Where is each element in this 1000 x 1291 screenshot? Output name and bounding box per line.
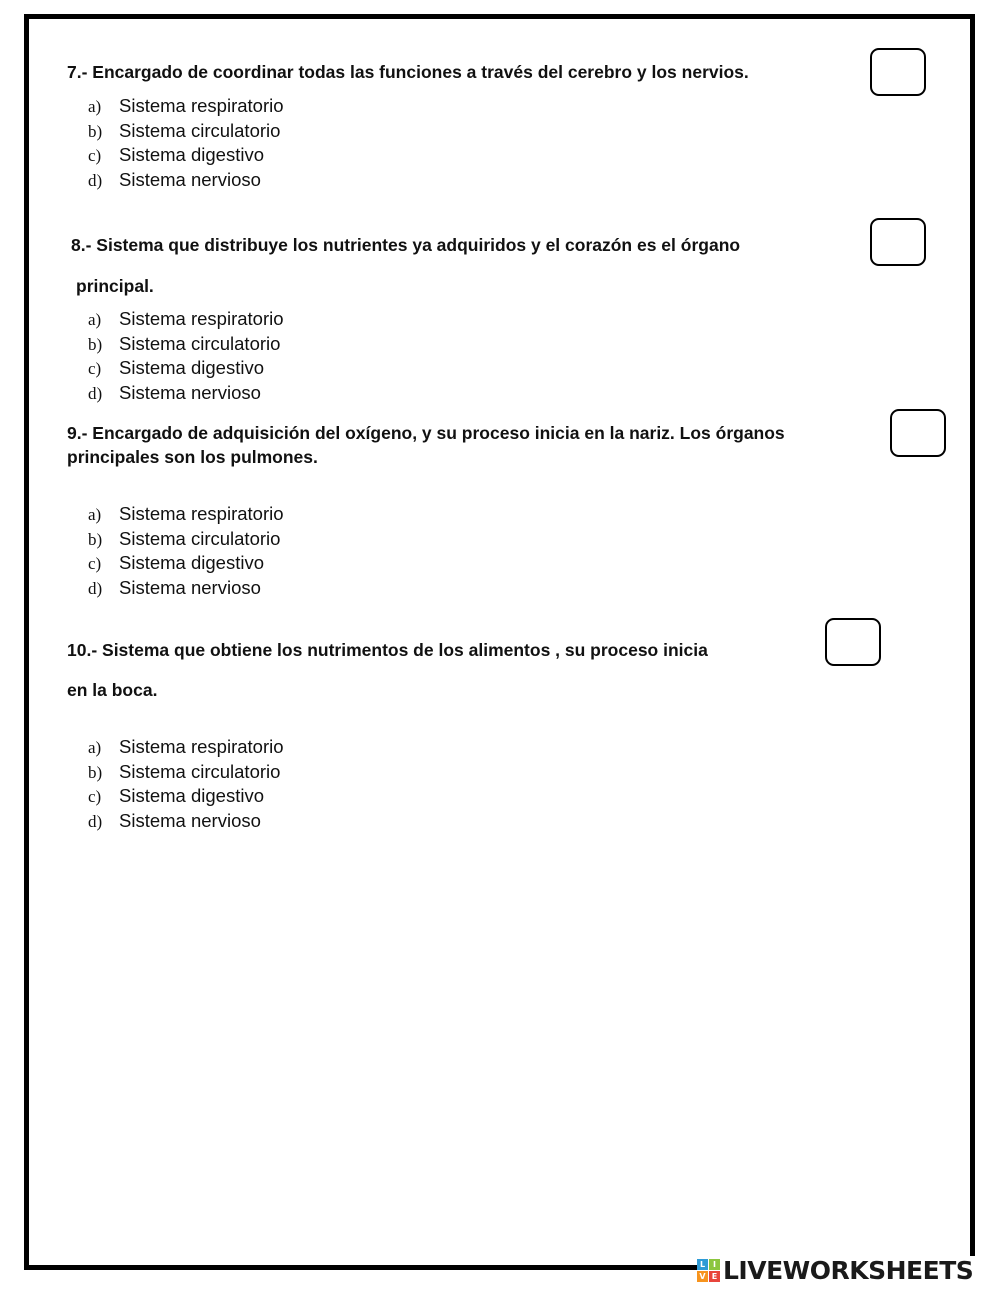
logo-letter-l: L [697,1259,708,1270]
option-7a: a) Sistema respiratorio [88,95,284,116]
question-10-line-1: 10.- Sistema que obtiene los nutrimentos de los alimentos , su proceso inicia [67,640,708,660]
answer-box-10[interactable] [825,618,881,666]
answer-box-7[interactable] [870,48,926,96]
option-10a: a) Sistema respiratorio [88,736,284,757]
options-7 [88,95,284,193]
option-7b: b) Sistema circulatorio [88,119,281,141]
question-8-line-1: 8.- Sistema que distribuye los nutrientes ya adquiridos y el corazón es el órgano [71,235,741,255]
option-9c: c) Sistema digestivo [88,552,264,573]
question-9-line-2: principales son los pulmones. [67,447,318,467]
option-9d: d) Sistema nervioso [88,576,261,598]
option-9a: a) Sistema respiratorio [88,503,284,524]
question-10 [67,638,708,662]
option-10c: c) Sistema digestivo [88,785,264,806]
option-7c: c) Sistema digestivo [88,144,264,165]
question-10-line-2: en la boca. [67,680,158,700]
logo-letter-e: E [709,1271,720,1282]
liveworksheets-brand [697,1256,977,1284]
question-9 [67,421,785,469]
question-8 [71,233,740,257]
option-8a: a) Sistema respiratorio [88,308,284,329]
brand-name: LIVEWORKSHEETS [723,1255,974,1285]
question-10-continuation [67,678,157,702]
answer-box-8[interactable] [870,218,926,266]
logo-letter-v: V [697,1271,708,1282]
question-7 [67,60,749,84]
option-9b: b) Sistema circulatorio [88,527,281,549]
option-10d: d) Sistema nervioso [88,809,261,831]
option-8c: c) Sistema digestivo [88,357,264,378]
option-10b: b) Sistema circulatorio [88,760,281,782]
option-8d: d) Sistema nervioso [88,381,261,403]
question-7-line-1: 7.- Encargado de coordinar todas las funciones a través del cerebro y los nervios. [67,62,749,82]
question-8-continuation [76,274,154,298]
question-8-line-2: principal. [76,276,154,296]
option-8b: b) Sistema circulatorio [88,332,281,354]
answer-box-9[interactable] [890,409,946,457]
liveworksheets-logo-icon [697,1259,720,1282]
options-8 [88,308,284,406]
question-9-line-1: 9.- Encargado de adquisición del oxígeno, y su proceso inicia en la nariz. Los órganos [67,423,785,443]
options-9 [88,503,284,601]
logo-letter-i: I [709,1259,720,1270]
options-10 [88,736,284,834]
option-7d: d) Sistema nervioso [88,168,261,190]
